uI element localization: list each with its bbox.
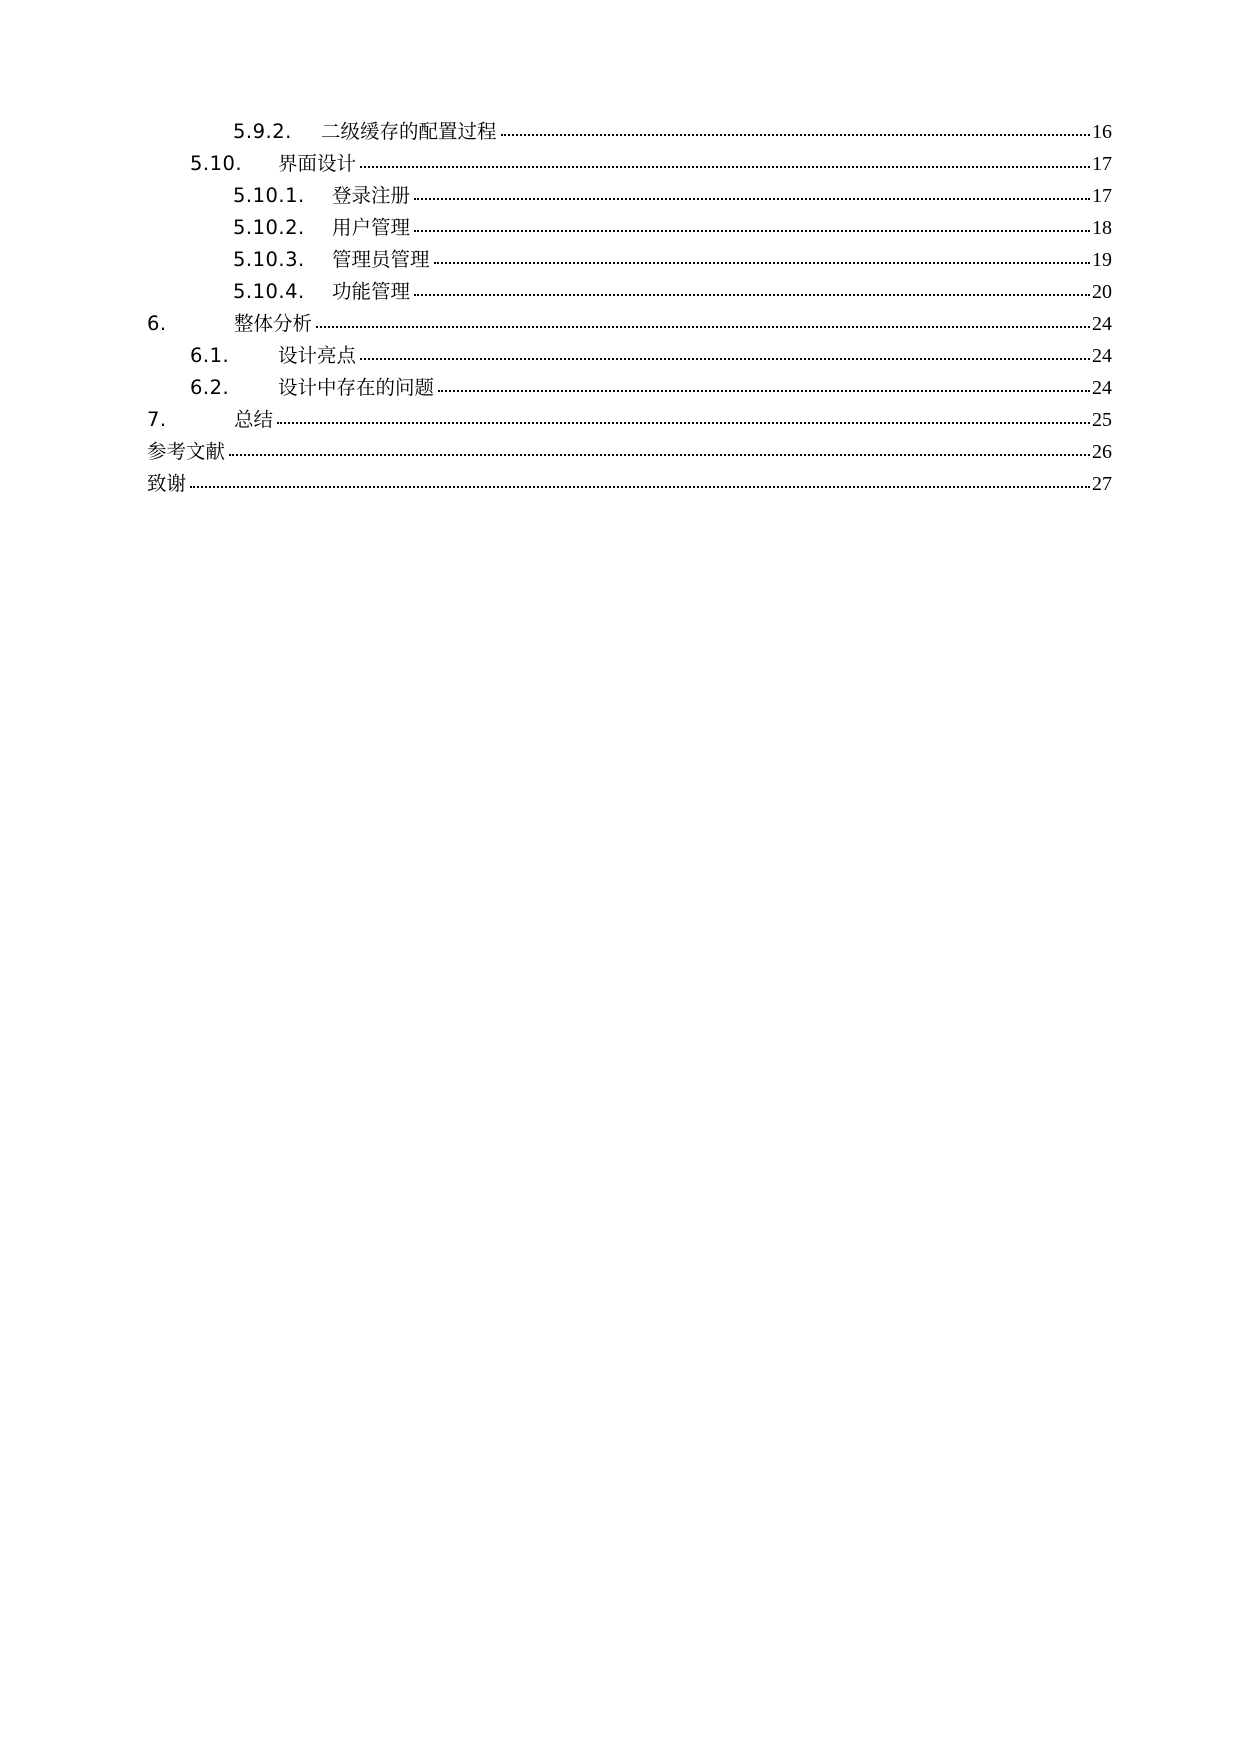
toc-entry-page: 19 <box>1092 249 1112 271</box>
toc-entry-title: 致谢 <box>147 472 187 495</box>
toc-dot-leader <box>229 448 1090 456</box>
toc-dot-leader <box>501 128 1090 136</box>
toc-entry-title: 整体分析 <box>234 312 313 335</box>
toc-dot-leader <box>316 320 1090 328</box>
toc-entry[interactable] <box>233 279 1112 305</box>
toc-entry[interactable] <box>147 471 1112 497</box>
toc-entry-title: 总结 <box>234 408 274 431</box>
toc-entry-title: 设计中存在的问题 <box>278 376 435 399</box>
toc-entry-page: 20 <box>1092 281 1112 303</box>
toc-dot-leader <box>438 384 1090 392</box>
toc-entry[interactable] <box>233 247 1112 273</box>
toc-entry[interactable] <box>233 215 1112 241</box>
toc-entry-number: 5.10.3. <box>233 248 305 271</box>
toc-entry-number: 5.9.2. <box>233 120 292 143</box>
toc-entry-page: 24 <box>1092 313 1112 335</box>
toc-entry-page: 16 <box>1092 121 1112 143</box>
toc-dot-leader <box>414 192 1090 200</box>
toc-entry-page: 25 <box>1092 409 1112 431</box>
toc-entry-number: 6. <box>147 312 167 335</box>
toc-entry-number: 5.10.1. <box>233 184 305 207</box>
toc-entry-title: 参考文献 <box>147 440 226 463</box>
toc-entry-number: 6.2. <box>190 376 230 399</box>
toc-entry-number: 5.10.4. <box>233 280 305 303</box>
toc-entry-title: 界面设计 <box>278 152 357 175</box>
toc-entry-page: 24 <box>1092 345 1112 367</box>
toc-entry-page: 17 <box>1092 185 1112 207</box>
toc-entry-number: 6.1. <box>190 344 230 367</box>
toc-entry-number: 5.10. <box>190 152 243 175</box>
toc-entry-title: 设计亮点 <box>278 344 357 367</box>
toc-entry-title: 功能管理 <box>332 280 411 303</box>
toc-dot-leader <box>414 224 1090 232</box>
toc-entry-title: 二级缓存的配置过程 <box>321 120 497 143</box>
toc-dot-leader <box>434 256 1090 264</box>
toc-entry-title: 用户管理 <box>332 216 411 239</box>
toc-entry-number: 5.10.2. <box>233 216 305 239</box>
toc-entry[interactable] <box>190 343 1112 369</box>
toc-entry[interactable] <box>190 375 1112 401</box>
toc-entry-title: 登录注册 <box>332 184 411 207</box>
toc-entry-title: 管理员管理 <box>332 248 430 271</box>
toc-entry[interactable] <box>147 311 1112 337</box>
toc-dot-leader <box>277 416 1090 424</box>
toc-entry[interactable] <box>233 119 1112 145</box>
toc-entry-number: 7. <box>147 408 167 431</box>
toc-entry[interactable] <box>147 439 1112 465</box>
toc-entry-page: 26 <box>1092 441 1112 463</box>
toc-entry-page: 17 <box>1092 153 1112 175</box>
toc-entry[interactable] <box>233 183 1112 209</box>
toc-entry-page: 27 <box>1092 473 1112 495</box>
toc-dot-leader <box>414 288 1090 296</box>
toc-dot-leader <box>360 160 1090 168</box>
toc-entry-page: 18 <box>1092 217 1112 239</box>
toc-dot-leader <box>190 480 1090 488</box>
toc-entry[interactable] <box>190 151 1112 177</box>
toc-dot-leader <box>360 352 1090 360</box>
toc-entry-page: 24 <box>1092 377 1112 399</box>
toc-entry[interactable] <box>147 407 1112 433</box>
